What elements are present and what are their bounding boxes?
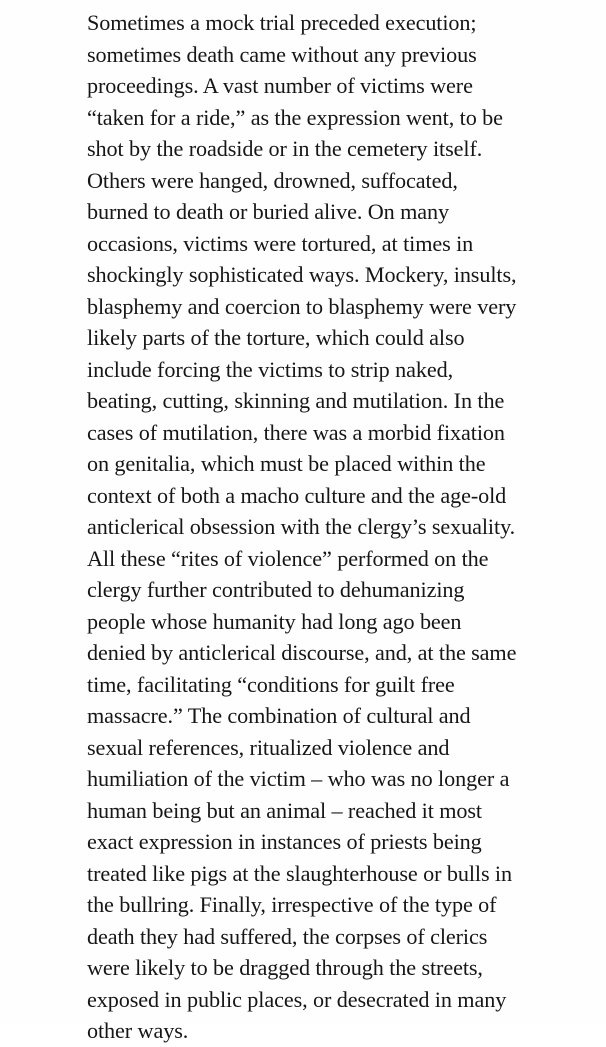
body-paragraph [87, 7, 602, 1047]
text-line: sexual references, ritualized violence and [87, 734, 450, 760]
text-line: include forcing the victims to strip naked, [87, 356, 454, 382]
text-line: blasphemy and coercion to blasphemy were very [87, 293, 517, 319]
text-line: human being but an animal – reached it most [87, 797, 482, 823]
text-line: Others were hanged, drowned, suffocated, [87, 167, 458, 193]
text-line: clergy further contributed to dehumanizing [87, 577, 465, 602]
text-line: “taken for a ride,” as the expression went, to be [87, 104, 503, 130]
text-line: burned to death or buried alive. On many [87, 199, 449, 224]
text-line: sometimes death came without any previous [87, 41, 477, 67]
text-line: people whose humanity had long ago been [87, 608, 462, 634]
text-line: treated like pigs at the slaughterhouse or bulls in [87, 860, 512, 886]
text-line: proceedings. A vast number of victims were [87, 73, 473, 98]
text-line: humiliation of the victim – who was no longer a [87, 766, 510, 791]
text-line: cases of mutilation, there was a morbid fixation [87, 419, 505, 445]
text-line: other ways. [87, 1018, 189, 1043]
text-line: occasions, victims were tortured, at times in [87, 230, 474, 256]
text-line: shockingly sophisticated ways. Mockery, insults, [87, 262, 517, 287]
text-line: exact expression in instances of priests being [87, 829, 482, 854]
text-line: likely parts of the torture, which could also [87, 325, 465, 350]
text-line: massacre.” The combination of cultural and [87, 703, 471, 728]
text-line: denied by anticlerical discourse, and, at the same [87, 640, 517, 665]
text-line: on genitalia, which must be placed within the [87, 451, 486, 476]
text-line: beating, cutting, skinning and mutilation. In the [87, 388, 505, 413]
text-line: context of both a macho culture and the age-old [87, 482, 507, 508]
text-line: shot by the roadside or in the cemetery itself. [87, 136, 483, 161]
text-line: were likely to be dragged through the streets, [87, 955, 483, 980]
text-line: death they had suffered, the corpses of clerics [87, 923, 488, 949]
text-line: All these “rites of violence” performed on the [87, 545, 489, 571]
text-line: exposed in public places, or desecrated in many [87, 986, 507, 1012]
text-line: anticlerical obsession with the clergy’s sexuality. [87, 514, 516, 539]
text-line: the bullring. Finally, irrespective of the type of [87, 892, 497, 917]
text-line: Sometimes a mock trial preceded execution; [87, 10, 477, 35]
text-line: time, facilitating “conditions for guilt free [87, 671, 455, 697]
